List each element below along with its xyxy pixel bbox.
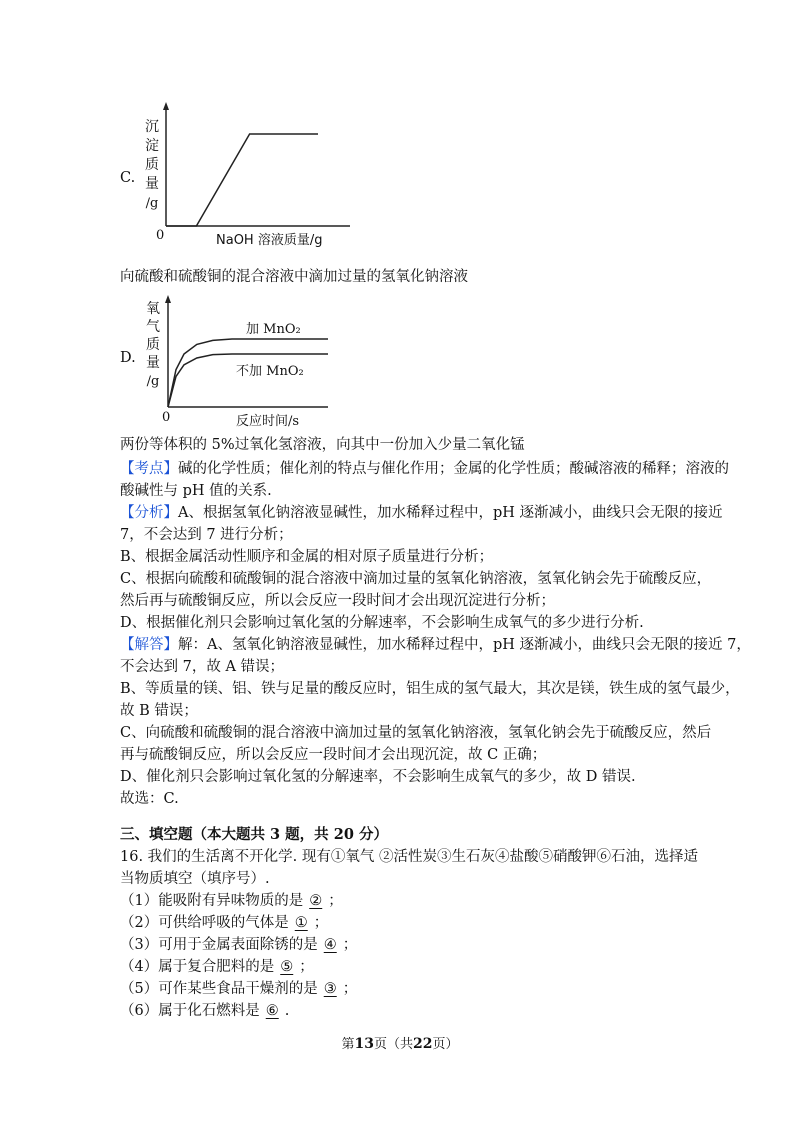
fenxi-line-6: D、根据催化剂只会影响过氧化氢的分解速率，不会影响生成氧气的多少进行分析. — [120, 615, 644, 631]
q16-line-1: 16. 我们的生活离不开化学. 现有①氧气 ②活性炭③生石灰④盐酸⑤硝酸钾⑥石油，选择适 — [120, 849, 698, 865]
page-footer: 第13页（共22页） — [341, 1036, 459, 1052]
jieda-line-6: 再与硫酸铜反应，所以会反应一段时间才会出现沉淀，故 C 正确； — [120, 747, 547, 763]
answer-line: 故选：C. — [120, 791, 179, 807]
jieda-line-3: B、等质量的镁、铝、铁与足量的酸反应时，铝生成的氢气最大，其次是镁，铁生成的氢气最少， — [120, 681, 740, 697]
jieda-line-4: 故 B 错误； — [120, 703, 198, 719]
option-d-label: D. — [120, 350, 136, 366]
fenxi-line-4: C、根据向硫酸和硫酸铜的混合溶液中滴加过量的氢氧化钠溶液，氢氧化钠会先于硫酸反应， — [120, 571, 712, 587]
q16-item-6: （6）属于化石燃料是 ⑥ . — [120, 1003, 290, 1019]
chart-d-y-arrow — [165, 295, 171, 303]
jieda-line-5: C、向硫酸和硫酸铜的混合溶液中滴加过量的氢氧化钠溶液，氢氧化钠会先于硫酸反应，然后 — [120, 725, 712, 741]
jieda-line-2: 不会达到 7，故 A 错误； — [120, 659, 285, 675]
chart-c-origin: 0 — [156, 228, 165, 243]
fenxi-line-5: 然后再与硫酸铜反应，所以会反应一段时间才会出现沉淀进行分析； — [120, 593, 555, 609]
q16-item-1-answer: ② — [309, 893, 323, 909]
kaodian-tag: 【考点】 — [120, 461, 178, 477]
q16-item-4-answer: ⑤ — [280, 959, 294, 975]
q16-item-3-answer: ④ — [323, 937, 337, 953]
chart-d-caption: 两份等体积的 5%过氧化氢溶液，向其中一份加入少量二氧化锰 — [120, 437, 525, 453]
chart-d-origin: 0 — [162, 410, 171, 425]
chart-c-series-line — [166, 134, 318, 226]
chart-c-xlabel: NaOH 溶液质量/g — [216, 233, 323, 248]
kaodian-line-1: 【考点】碱的化学性质；催化剂的特点与催化作用；金属的化学性质；酸碱溶液的稀释；溶液的 — [120, 461, 729, 477]
q16-item-5: （5）可作某些食品干燥剂的是 ③ ； — [120, 981, 358, 997]
chart-c-caption: 向硫酸和硫酸铜的混合溶液中滴加过量的氢氧化钠溶液 — [120, 269, 468, 285]
section-3-heading: 三、填空题（本大题共 3 题，共 20 分） — [120, 826, 388, 843]
q16-item-2-answer: ① — [294, 915, 308, 931]
fenxi-line-3: B、根据金属活动性顺序和金属的相对原子质量进行分析； — [120, 549, 494, 565]
option-c-label: C. — [120, 170, 136, 186]
chart-d-svg — [160, 295, 340, 415]
fenxi-line-1: 【分析】A、根据氢氧化钠溶液显碱性，加水稀释过程中，pH 逐渐减小，曲线只会无限的接近 — [120, 505, 723, 521]
fenxi-line-2: 7，不会达到 7 进行分析； — [120, 527, 293, 543]
chart-d-lower-label: 不加 MnO₂ — [236, 364, 304, 379]
q16-item-3: （3）可用于金属表面除锈的是 ④ ； — [120, 937, 358, 953]
chart-d-upper-label: 加 MnO₂ — [246, 322, 301, 337]
chart-d-xlabel: 反应时间/s — [236, 414, 300, 429]
q16-line-2: 当物质填空（填序号）. — [120, 871, 270, 887]
kaodian-line-2: 酸碱性与 pH 值的关系. — [120, 483, 272, 499]
q16-item-2: （2）可供给呼吸的气体是 ① ； — [120, 915, 329, 931]
q16-item-5-answer: ③ — [323, 981, 337, 997]
q16-item-6-answer: ⑥ — [265, 1003, 279, 1019]
jieda-line-7: D、催化剂只会影响过氧化氢的分解速率，不会影响生成氧气的多少，故 D 错误. — [120, 769, 636, 785]
fenxi-tag: 【分析】 — [120, 505, 178, 521]
chart-c-svg — [140, 100, 370, 250]
current-page: 13 — [354, 1036, 374, 1052]
total-pages: 22 — [413, 1036, 433, 1052]
q16-item-4: （4）属于复合肥料的是 ⑤ ； — [120, 959, 314, 975]
jieda-line-1: 【解答】解：A、氢氧化钠溶液显碱性，加水稀释过程中，pH 逐渐减小，曲线只会无限的接近 7， — [120, 637, 751, 653]
q16-item-1: （1）能吸附有异味物质的是 ② ； — [120, 893, 343, 909]
chart-c-y-arrow — [163, 102, 169, 110]
jieda-tag: 【解答】 — [120, 637, 178, 653]
